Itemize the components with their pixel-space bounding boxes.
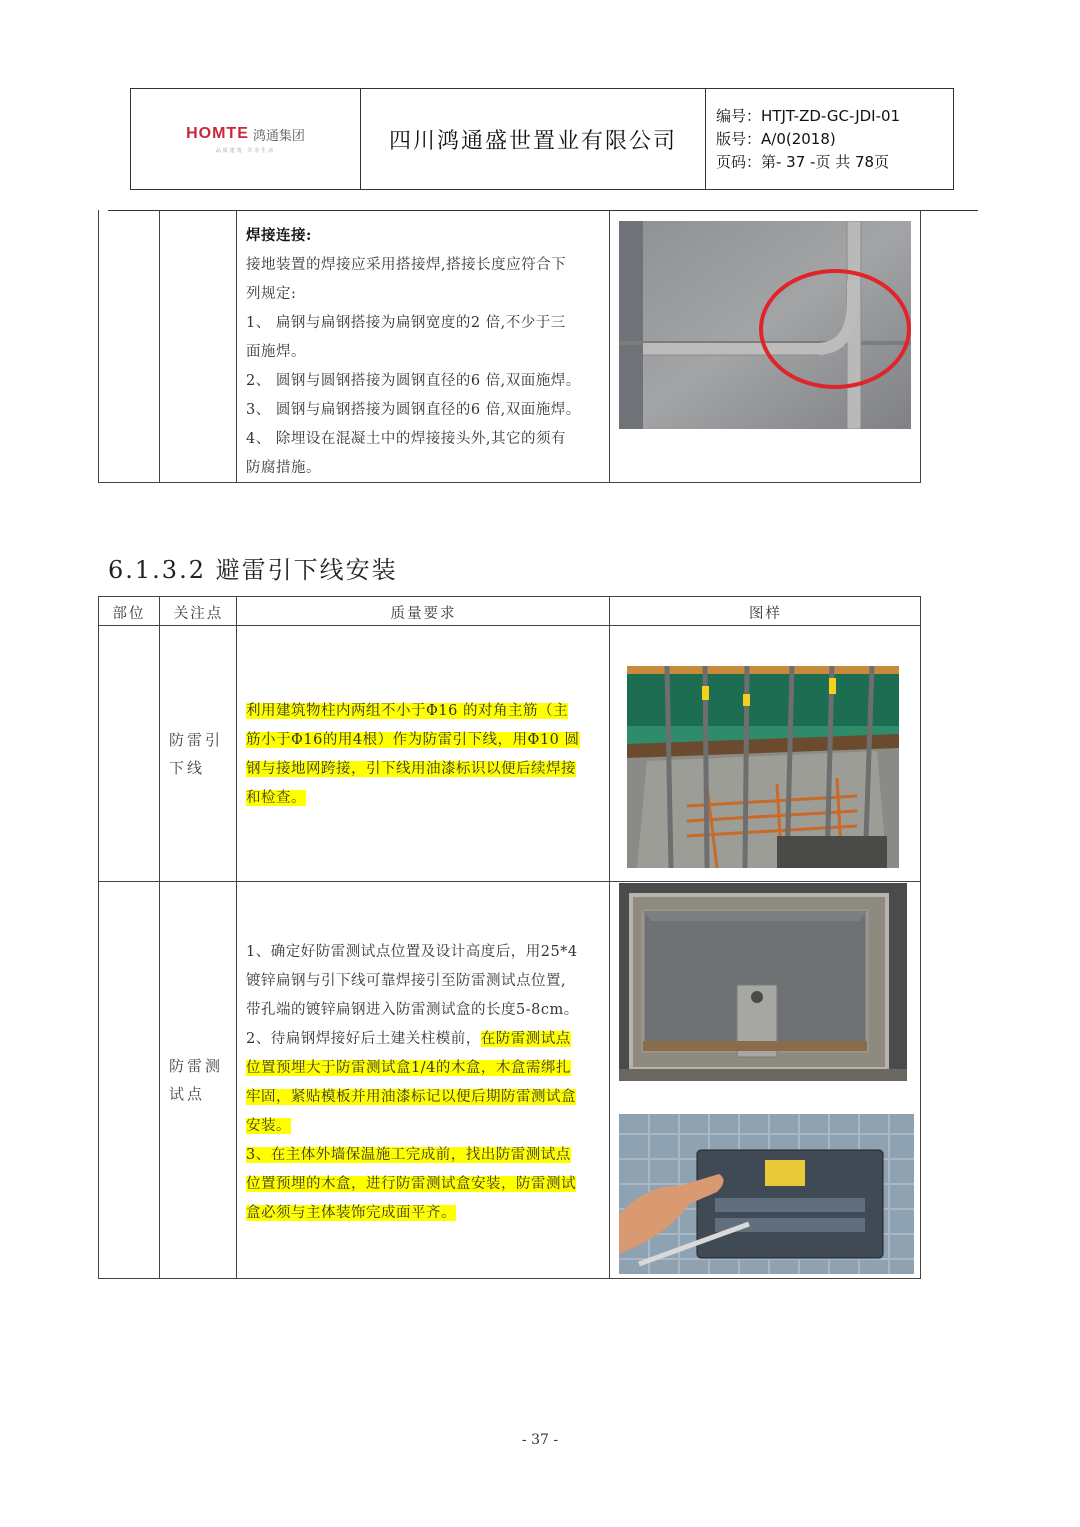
logo-slogan: 品质建筑 共享生活 (215, 147, 276, 154)
logo-chinese-name: 鸿通集团 (252, 127, 305, 143)
testpoint-focus-cell (160, 882, 237, 1279)
document-code: 编号：HTJT-ZD-GC-JDⅠ-01 (716, 107, 901, 125)
testpoint-requirement-cell (237, 882, 610, 1279)
weld-photo-cell (610, 210, 921, 483)
column-rebar-photo (627, 666, 899, 868)
testpoint-photo-cell (610, 882, 921, 1279)
column-header-figure: 图样 (749, 606, 782, 622)
weld-line: 3、 圆钢与扁钢搭接为圆钢直径的6 倍,双面施焊。 (246, 402, 581, 418)
testpoint-line: 安装。 (246, 1118, 291, 1134)
downlead-line: 钢与接地网跨接，引下线用油漆标识以便后续焊接 (246, 761, 576, 777)
testpoint-focus-line: 试点 (169, 1085, 206, 1103)
company-name: 四川鸿通盛世置业有限公司 (361, 89, 706, 189)
weld-line: 1、 扁钢与扁钢搭接为扁钢宽度的2 倍,不少于三 (246, 315, 566, 331)
document-version: 版号：A/0(2018) (716, 130, 836, 148)
document-page-info: 页码：第- 37 -页 共 78页 (716, 153, 890, 171)
weld-line: 列规定: (246, 286, 297, 302)
testpoint-line: 2、待扁钢焊接好后土建关柱模前， (246, 1031, 481, 1047)
weld-focus-cell (160, 210, 237, 483)
test-box-recess-photo (619, 883, 907, 1081)
testpoint-line: 1、确定好防雷测试点位置及设计高度后，用25*4 (246, 944, 578, 960)
weld-requirement-cell (237, 210, 610, 483)
testpoint-line: 带孔端的镀锌扁钢进入防雷测试盒的长度5-8cm。 (246, 1002, 579, 1018)
flat-steel-weld-photo (619, 221, 911, 429)
weld-line: 面施焊。 (246, 344, 306, 360)
column-header-location: 部位 (112, 606, 146, 622)
document-meta (706, 89, 953, 189)
testpoint-line: 位置预埋大于防雷测试盒1/4的木盒，木盒需绑扎 (246, 1060, 571, 1076)
testpoint-line: 位置预埋的木盒，进行防雷测试盒安装，防雷测试 (246, 1176, 576, 1192)
testpoint-line: 牢固，紧贴模板并用油漆标记以便后期防雷测试盒 (246, 1089, 576, 1105)
weld-line: 接地装置的焊接应采用搭接焊,搭接长度应符合下 (246, 257, 567, 273)
downlead-focus-cell (160, 626, 237, 882)
downlead-location-cell (98, 626, 160, 882)
downlead-focus-line: 下线 (169, 759, 206, 777)
downlead-focus-line: 防雷引 (169, 731, 224, 749)
page-number: - 37 - (521, 1432, 559, 1448)
installed-test-box-photo (619, 1114, 914, 1274)
column-header-focus: 关注点 (173, 606, 224, 622)
downlead-line: 利用建筑物柱内两组不小于Φ16 的对角主筋（主 (246, 703, 568, 719)
document-header (130, 88, 954, 190)
testpoint-focus-line: 防雷测 (169, 1057, 224, 1075)
weld-line: 防腐措施。 (246, 460, 321, 476)
downlead-line: 筋小于Φ16的用4根）作为防雷引下线，用Φ10 圆 (246, 732, 580, 748)
company-logo (131, 89, 361, 189)
column-header-requirement: 质量要求 (390, 606, 457, 622)
testpoint-line-highlight: 在防雷测试点 (480, 1031, 571, 1047)
section-title: 6.1.3.2 避雷引下线安装 (108, 556, 398, 584)
testpoint-location-cell (98, 882, 160, 1279)
weld-line: 2、 圆钢与圆钢搭接为圆钢直径的6 倍,双面施焊。 (246, 373, 581, 389)
downlead-line: 和检查。 (246, 790, 306, 806)
testpoint-line: 盒必须与主体装饰完成面平齐。 (246, 1205, 456, 1221)
testpoint-line: 3、在主体外墙保温施工完成前，找出防雷测试点 (246, 1147, 571, 1163)
downlead-requirement-cell (237, 626, 610, 882)
downlead-photo-cell (610, 626, 921, 882)
logo-brand-text: HOMTE (186, 125, 249, 142)
weld-title: 焊接连接: (246, 227, 312, 244)
testpoint-line: 镀锌扁钢与引下线可靠焊接引至防雷测试点位置, (246, 973, 567, 989)
weld-location-cell (98, 210, 160, 483)
weld-line: 4、 除埋设在混凝土中的焊接接头外,其它的须有 (246, 431, 566, 447)
